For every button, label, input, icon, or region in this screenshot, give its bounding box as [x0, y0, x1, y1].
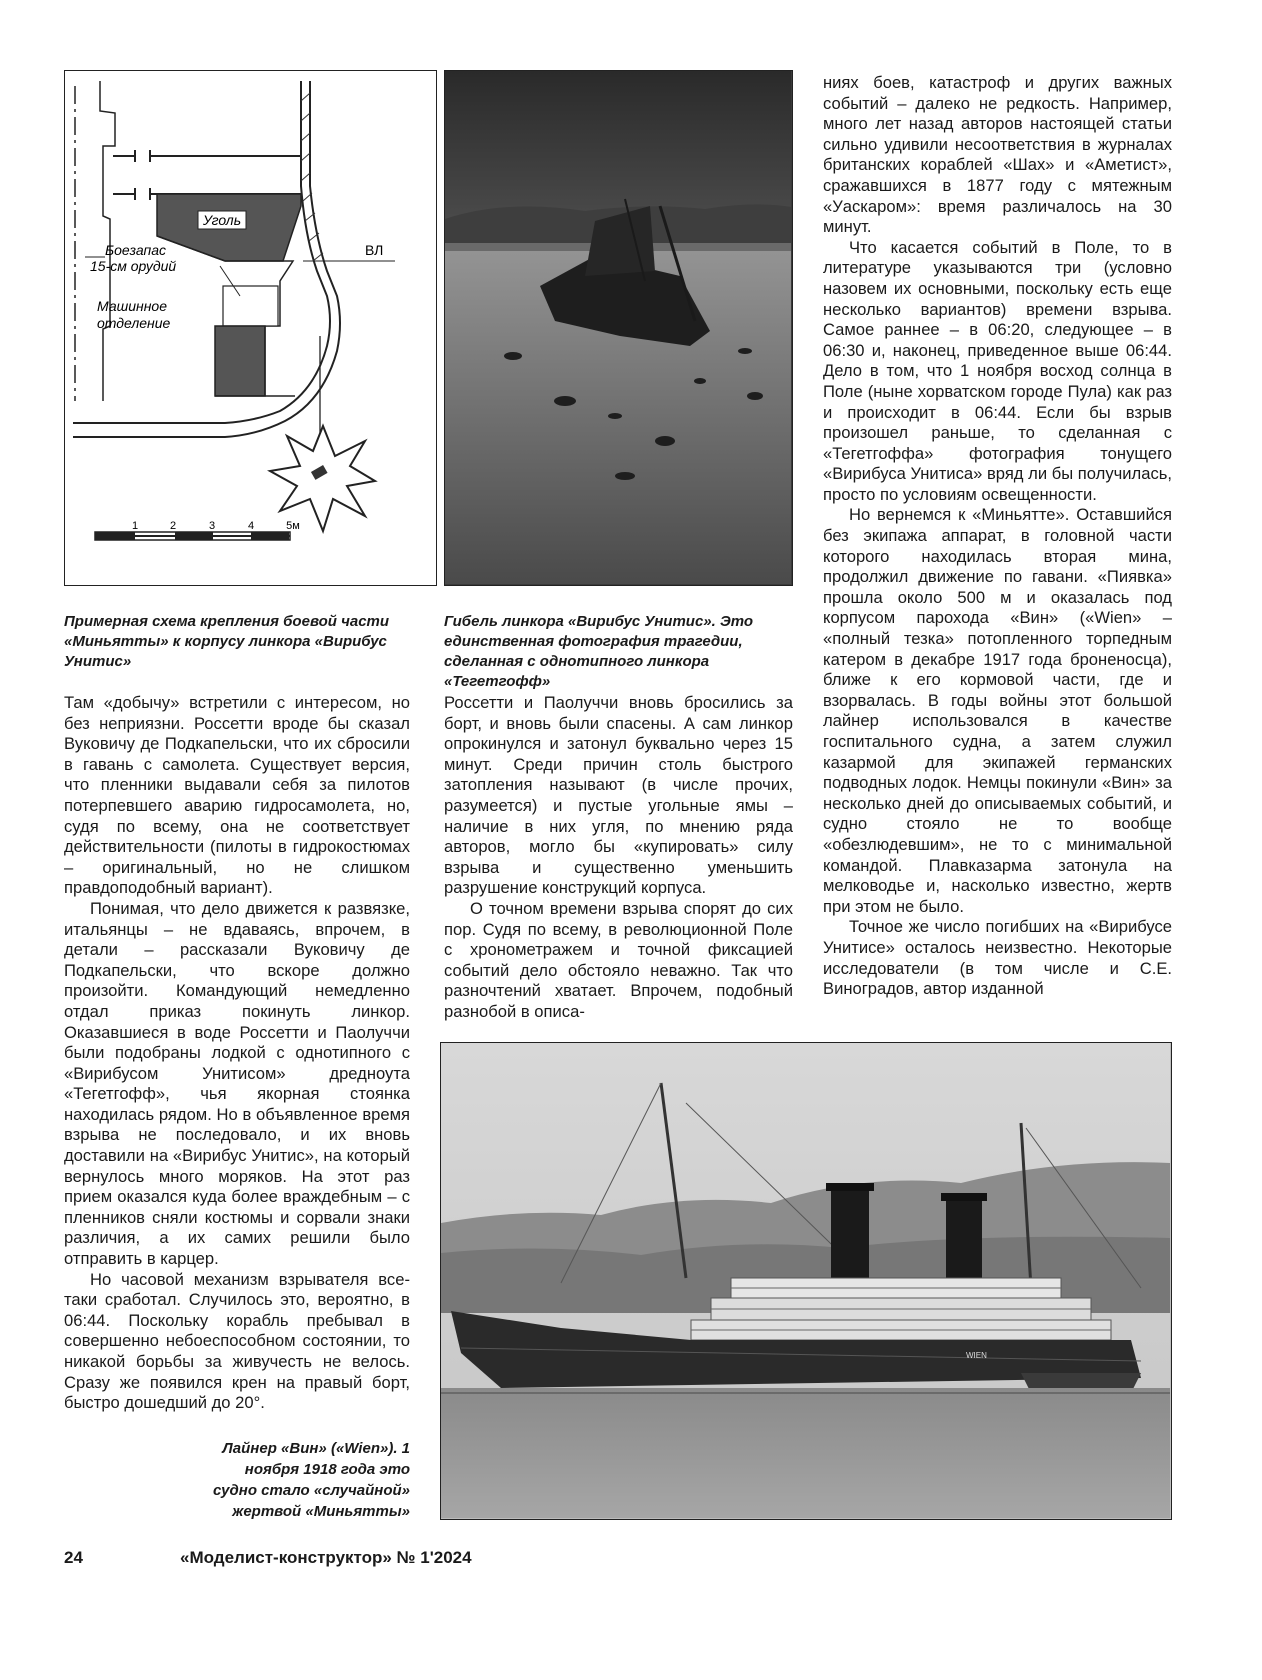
page-number: 24: [64, 1548, 83, 1567]
col1-paragraph-3: Но часовой механизм взрывателя всетаки сработал. Случилось это, вероятно, в 06:44. Поскольку корабль пребывал в совершенно небоеспособном состоянии, то никакой борьбы за живучесть не велось. Сразу же появился крен на правый борт, быстро дошедший до 20°.: [64, 1269, 410, 1413]
explosion-icon: [270, 426, 375, 531]
col1-paragraph-1: Там «добычу» встретили с интересом, но без неприязни. Россетти вроде бы сказал Вуковичу де Подкапельски, что их сбросили в гавань с самолета. Существует версия, что пленники выдавали себя за пилотов потерпевшего аварию гидросамолета, но, судя по всему, она не соответствует действительности (пилоты в гидрокостюмах – оригинальный, но не слишком правдоподобный вариант).: [64, 693, 410, 898]
col1-paragraph-2: Понимая, что дело движется к развязке, итальянцы – не вдаваясь, впрочем, в детали – рассказали Вуковичу де Подкапельски, что вскоре должно произойти. Командующий немедленно отдал приказ покинуть линкор. Оказавшиеся в воде Россетти и Паолуччи были подобраны лодкой с однотипного с «Вирибусом Унитисом» дредноута «Тегетгофф», чья якорная стоянка находилась рядом. Но в объявленное время взрыва не последовало, и их вновь доставили на «Вирибус Унитис», на который вернулось много моряков. На этот раз прием оказался куда более враждебным – с пленников сняли костюмы и сорвали знаки различия, а их самих решили было отправить в карцер.: [64, 898, 410, 1269]
col3-paragraph-1: ниях боев, катастроф и других важных событий – далеко не редкость. Например, много лет назад авторов настоящей статьи сильно удивили несоответствия в журналах британских кораблей «Шах» и «Аметист», сражавшихся в 1877 году с мятежным «Уаскаром»: время различалось на 30 минут.: [823, 73, 1172, 237]
engine-room-label-2: отделение: [97, 315, 171, 331]
text-column-3: [823, 73, 1172, 1000]
battleship-sinking-photo: [444, 70, 793, 586]
waterline-label: ВЛ: [365, 242, 384, 258]
engine-room-label-1: Машинное: [97, 298, 167, 314]
liner-wien-photo: [440, 1042, 1172, 1520]
scale-tick-1: 1: [131, 520, 139, 532]
scale-tick-3: 3: [208, 520, 216, 532]
coal-label: Уголь: [202, 212, 242, 228]
col3-paragraph-4: Точное же число погибших на «Вирибусе Унитисе» осталось неизвестно. Некоторые исследователи (в том числе и С.Е. Виноградов, автор изданной: [823, 917, 1172, 999]
battleship-photo-caption: Гибель линкора «Вирибус Унитис». Это единственная фотография трагедии, сделанная с однотипного линкора «Тегетгофф»: [444, 613, 754, 690]
liner-photo-caption: Лайнер «Вин» («Wien»). 1 ноября 1918 года это судно стало «случайной» жертвой «Миньятты»: [213, 1440, 410, 1520]
col2-paragraph-2: О точном времени взрыва спорят до сих пор. Судя по всему, в революционной Поле с хронометражем и точной фиксацией событий дело обстояло неважно. Так что разночтений хватает. Впрочем, подобный разнобой в описа-: [444, 898, 793, 1021]
text-column-1: [64, 693, 410, 1414]
diagram-frame: [64, 70, 437, 586]
ammo-label-1: Боезапас: [105, 242, 166, 258]
scale-tick-4: 4: [247, 520, 255, 532]
scale-tick-2: 2: [169, 520, 177, 532]
hull-attachment-diagram: [65, 71, 435, 584]
hull-name: WIEN: [966, 1351, 987, 1360]
scale-tick-5: 5м: [286, 520, 300, 532]
text-column-2: [444, 693, 793, 1023]
diagram-caption: Примерная схема крепления боевой части «Миньятты» к корпусу линкора «Вирибус Унитис»: [64, 613, 390, 670]
col3-paragraph-3: Но вернемся к «Миньятте». Оставшийся без экипажа аппарат, в головной части которого находилась вторая мина, продолжил движение по гавани. «Пиявка» прошла около 500 м и оказалась под корпусом парохода «Вин» («Wien» – «полный тезка» потопленного торпедным катером в декабре 1917 года броненосца), ближе к его кормовой части, где и взорвалась. В годы войны этот большой лайнер использовался в качестве госпитального судна, а затем служил казармой для экипажей германских подводных лодок. Немцы покинули «Вин» за несколько дней до описываемых событий, и судно стояло не то вообще «обезлюдевшим», не то с минимальной командой. Плавказарма затонула на мелководье и, насколько известно, жертв при этом не было.: [823, 505, 1172, 916]
ammo-label-2: 15-см орудий: [90, 258, 177, 274]
journal-title: «Моделист-конструктор» № 1'2024: [180, 1548, 472, 1567]
col2-paragraph-1: Россетти и Паолуччи вновь бросились за борт, и вновь были спасены. А сам линкор опрокинулся и затонул буквально через 15 минут. Среди причин столь быстрого затопления называют (в числе прочих, разумеется) и пустые угольные ямы – наличие в них угля, по мнению ряда авторов, могло бы «купировать» силу взрыва и существенно уменьшить разрушение конструкций корпуса.: [444, 693, 793, 898]
col3-paragraph-2: Что касается событий в Поле, то в литературе указываются три (условно назовем их основными, поскольку есть еще несколько вариантов) времени взрыва. Самое раннее – в 06:20, следующее – в 06:30 и, наконец, приведенное выше 06:44. Дело в том, что 1 ноября восход солнца в Поле (ныне хорватском городе Пула) как раз и происходит в 06:44. Если бы взрыв произошел раньше, то сделанная с «Тегетгоффа» фотография тонущего «Вирибуса Унитиса» вряд ли бы получилась, просто по условиям освещенности.: [823, 237, 1172, 504]
